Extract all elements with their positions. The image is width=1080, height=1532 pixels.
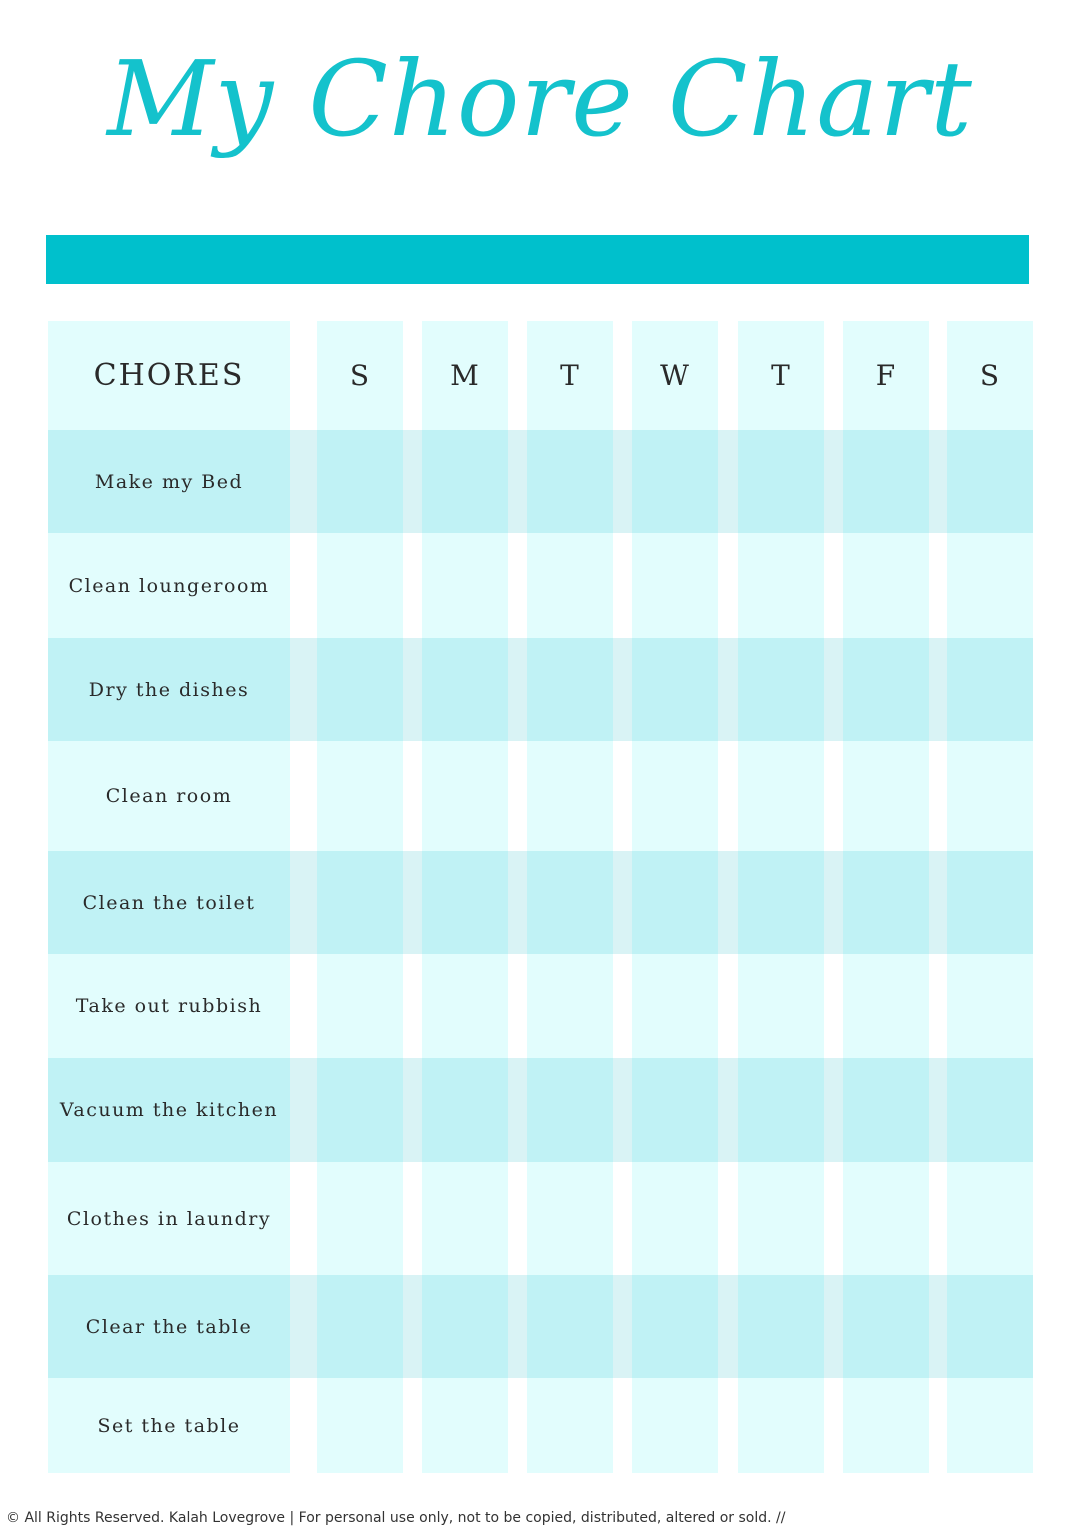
day-check-cell[interactable] [317, 1275, 403, 1378]
day-check-cell[interactable] [843, 638, 929, 741]
day-check-cell[interactable] [843, 851, 929, 954]
day-check-cell[interactable] [843, 1275, 929, 1378]
day-check-cell[interactable] [947, 638, 1033, 741]
day-check-cell[interactable] [632, 954, 718, 1058]
day-check-cell[interactable] [527, 954, 613, 1058]
day-check-cell[interactable] [843, 1162, 929, 1275]
day-check-cell[interactable] [632, 1058, 718, 1162]
day-check-cell[interactable] [947, 1162, 1033, 1275]
day-check-cell[interactable] [843, 1378, 929, 1473]
day-check-cell[interactable] [738, 430, 824, 533]
day-check-cell[interactable] [527, 1058, 613, 1162]
day-check-cell[interactable] [843, 741, 929, 851]
day-header-sunday: S [349, 359, 371, 392]
day-check-cell[interactable] [317, 1162, 403, 1275]
day-check-cell[interactable] [317, 430, 403, 533]
day-header-wednesday: W [660, 359, 690, 392]
day-header-friday: F [875, 359, 897, 392]
chore-label: Make my Bed [94, 470, 244, 493]
chore-label: Take out rubbish [75, 995, 263, 1017]
day-check-cell[interactable] [317, 1058, 403, 1162]
day-check-cell[interactable] [947, 741, 1033, 851]
day-check-cell[interactable] [317, 1378, 403, 1473]
day-header-monday: M [450, 359, 480, 392]
day-check-cell[interactable] [422, 638, 508, 741]
day-check-cell[interactable] [947, 1378, 1033, 1473]
day-check-cell[interactable] [738, 1275, 824, 1378]
day-check-cell[interactable] [422, 430, 508, 533]
chore-label: Dry the dishes [88, 678, 250, 701]
day-check-cell[interactable] [317, 954, 403, 1058]
day-check-cell[interactable] [422, 1275, 508, 1378]
day-check-cell[interactable] [738, 1162, 824, 1275]
day-check-cell[interactable] [527, 851, 613, 954]
day-check-cell[interactable] [947, 851, 1033, 954]
day-check-cell[interactable] [422, 1058, 508, 1162]
day-check-cell[interactable] [317, 638, 403, 741]
day-check-cell[interactable] [527, 1378, 613, 1473]
day-check-cell[interactable] [947, 954, 1033, 1058]
day-check-cell[interactable] [843, 533, 929, 638]
copyright-footer: © All Rights Reserved. Kalah Lovegrove | For personal use only, not to be copied, distributed, altered or sold. // [6, 1510, 786, 1526]
day-check-cell[interactable] [947, 1058, 1033, 1162]
day-check-cell[interactable] [422, 533, 508, 638]
day-check-cell[interactable] [527, 638, 613, 741]
day-check-cell[interactable] [632, 741, 718, 851]
day-check-cell[interactable] [738, 851, 824, 954]
day-check-cell[interactable] [947, 430, 1033, 533]
day-header-saturday: S [979, 359, 1001, 392]
chore-label: Clean loungeroom [68, 574, 270, 597]
day-check-cell[interactable] [738, 954, 824, 1058]
day-header-thursday: T [771, 359, 791, 392]
day-check-cell[interactable] [317, 851, 403, 954]
day-check-cell[interactable] [422, 741, 508, 851]
chore-label: Clothes in laundry [66, 1207, 272, 1230]
day-check-cell[interactable] [317, 533, 403, 638]
day-check-cell[interactable] [738, 741, 824, 851]
day-check-cell[interactable] [738, 638, 824, 741]
day-check-cell[interactable] [632, 533, 718, 638]
day-check-cell[interactable] [527, 1162, 613, 1275]
page-title: My Chore Chart [107, 38, 973, 160]
day-check-cell[interactable] [947, 1275, 1033, 1378]
day-check-cell[interactable] [632, 1162, 718, 1275]
day-header-tuesday: T [560, 359, 580, 392]
day-check-cell[interactable] [738, 533, 824, 638]
day-check-cell[interactable] [632, 1275, 718, 1378]
chore-label: Clear the table [85, 1315, 253, 1338]
day-check-cell[interactable] [527, 533, 613, 638]
day-check-cell[interactable] [632, 851, 718, 954]
day-check-cell[interactable] [422, 851, 508, 954]
day-check-cell[interactable] [422, 1162, 508, 1275]
day-check-cell[interactable] [843, 1058, 929, 1162]
day-check-cell[interactable] [632, 638, 718, 741]
day-check-cell[interactable] [632, 1378, 718, 1473]
day-check-cell[interactable] [738, 1058, 824, 1162]
day-check-cell[interactable] [947, 533, 1033, 638]
day-check-cell[interactable] [632, 430, 718, 533]
day-check-cell[interactable] [317, 741, 403, 851]
day-check-cell[interactable] [738, 1378, 824, 1473]
chores-column-header: CHORES [93, 358, 245, 393]
day-check-cell[interactable] [527, 741, 613, 851]
chore-label: Clean the toilet [82, 891, 256, 914]
chore-label: Clean room [105, 785, 233, 807]
chore-label: Vacuum the kitchen [59, 1099, 279, 1121]
day-check-cell[interactable] [527, 1275, 613, 1378]
day-check-cell[interactable] [422, 954, 508, 1058]
day-check-cell[interactable] [422, 1378, 508, 1473]
chore-label: Set the table [97, 1414, 241, 1437]
day-check-cell[interactable] [527, 430, 613, 533]
day-check-cell[interactable] [843, 430, 929, 533]
day-check-cell[interactable] [843, 954, 929, 1058]
